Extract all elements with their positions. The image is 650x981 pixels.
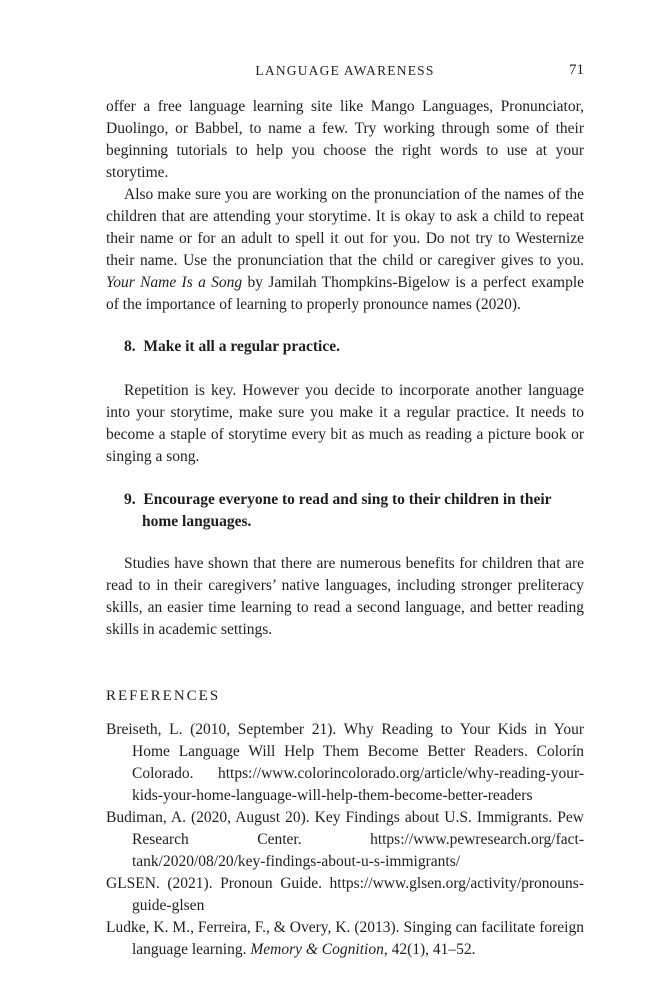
page-number: 71 [569,62,584,78]
reference-text: , 42(1), 41–52. [383,941,476,958]
heading-8: 8. Make it all a regular practice. [124,338,340,355]
book-title: Your Name Is a Song [106,274,243,291]
paragraph-pronunciation [106,184,584,316]
reference-text: Ludke, K. M., Ferreira, F., & Overy, K. (2013). Singing can facilitate foreign language learning. [106,919,584,958]
journal-title: Memory & Cognition [250,941,384,958]
paragraph-continuation: offer a free language learning site like Mango Languages, Pronunciator, Duolingo, or Babbel, to name a few. Try working through some of their beginning tutorials to help you choose the right words to use at your storytime. [106,98,584,181]
paragraph-repetition: Repetition is key. However you decide to incorporate another language into your storytime, make sure you make it a regular practice. It needs to become a staple of storytime every bit as much as reading a picture book or singing a song. [106,382,584,465]
reference-entry: GLSEN. (2021). Pronoun Guide. https://www.glsen.org/activity/pronouns-guide-glsen [106,875,584,914]
running-head [106,62,584,82]
heading-9: 9. Encourage everyone to read and sing to their children in their home languages. [124,491,552,530]
reference-entry: Budiman, A. (2020, August 20). Key Findings about U.S. Immigrants. Pew Research Center. https://www.pewresearch.org/fact-tank/2020/08/20/key-findings-about-u-s-immigrants/ [106,809,584,870]
reference-entry [106,917,584,961]
references-heading: REFERENCES [106,688,221,704]
paragraph-studies: Studies have shown that there are numerous benefits for children that are read to in their caregivers’ native languages, including stronger preliteracy skills, an easier time learning to read a second language, and better reading skills in academic settings. [106,555,584,638]
paragraph-text: by Jamilah Thompkins-Bigelow is a perfect example of the importance of learning to properly pronounce names (2020). [106,274,585,313]
running-title: LANGUAGE AWARENESS [255,63,435,78]
paragraph-text: Also make sure you are working on the pronunciation of the names of the children that are attending your storytime. It is okay to ask a child to repeat their name or for an adult to spell it out for you. Do not try to Westernize their name. Use the pronunciation that the child or caregiver gives to you. [106,186,584,269]
body-text [106,96,584,961]
reference-entry: Breiseth, L. (2010, September 21). Why Reading to Your Kids in Your Home Language Will Help Them Become Better Readers. Colorín Colorado. https://www.colorincolorado.org/article/why-reading-your-kids-your-home-language-will-help-them-become-better-readers [106,721,584,804]
